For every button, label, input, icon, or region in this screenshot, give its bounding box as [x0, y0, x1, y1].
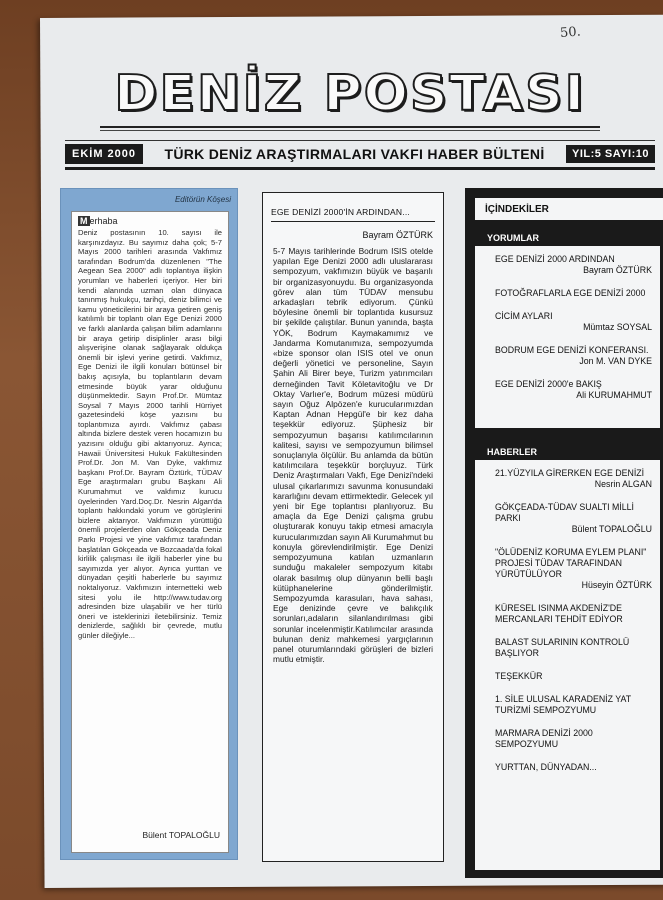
list-item[interactable] [495, 671, 652, 682]
editor-greeting [78, 216, 222, 226]
greeting-rest: erhaba [89, 216, 118, 226]
editor-body: Deniz postasının 10. sayısı ile karşınızdayız. Bu sayımız daha çok; 5-7 Mayıs 2000 tarihleri arasında Vakfımız tarafından Bodrum'da düzenlenen "The Aegean Sea 2000" adlı toplantıya ilişkin yorumları ve haberleri içeriyor. Her biri kendi alanında uzman olan dünyaca tanınmış hukukçu, tarihçi, deniz bilimci ve kamu yöneticilerini bir araya getiren geniş katılımlı bir toplantı olan Ege Denizi 2000 ve farklı alanlarda çalışan bilim adamlarını bir araya getirip disiplinler arası bilgi alışverişine olanak sağlayarak oldukça önemli bir işlevi yerine getirdi. Vakfımız, Ege Denizi ile ilgili konuları bütünsel bir bakış açısıyla, bu toplantıların devam etmesinde büyük yarar olduğunu düşünmektedir. Sayın Prof.Dr. Mümtaz Soysal 7 Mayıs 2000 tarihli Hürriyet gazetesindeki köşe yazısını bu toplantımıza ayırdı. Vakfımız çabası altında bizlere destek veren hocamızın bu yazısını olduğu gibi aktarıyoruz. Ayrıca; Hawaii Üniversitesi Hukuk Fakültesinden Prof.Dr. Jon M. Van Dyke, vakfımız başkanı Prof.Dr. Bayram Öztürk, TÜDAV Ege araştırmaları grubu Başkanı Ali Kurumahmut ve vakfımız kurucu üyelerinden Yard.Doç.Dr. Nesrin Algan'da toplantı hakkındaki yorum ve görüşlerini bizlere aktarıyor. Vakfımızın yürüttüğü önemli projelerden olan Gökçeada Deniz Parkı Projesi ve yine vakfımız tarafından başlatılan Gökçeada ve Bozcaada'da fokal kirlilik çalışması ile ilgili haberler yine bu sayımızda yer alıyor. Ayrıca yurttan ve dünyadan çeşitli haberlerle bu sayımız noktalıyoruz. Vakfımızın internetteki web sitesi yolu ile http://www.tudav.org adresinden bize ulaşabilir ve her türlü öneri ve isteklerinizi iletebilirsiniz. Temiz denizlerde, sağlıklı bir çevrede, mutlu günler dileğiyle... [78, 228, 222, 640]
list-item[interactable] [495, 502, 652, 535]
article-column [262, 192, 444, 862]
article-rule [271, 221, 435, 222]
list-item[interactable] [495, 603, 652, 625]
list-item[interactable] [495, 345, 652, 367]
contents-panel [465, 188, 663, 878]
masthead-rule [100, 126, 600, 128]
item-author: Mümtaz SOYSAL [583, 322, 652, 332]
editor-heading: Editörün Köşesi [174, 195, 231, 204]
item-title: 1. SİLE ULUSAL KARADENİZ YAT TURİZMİ SEMPOZYUMU [495, 694, 631, 715]
header-bar-bottom-rule [65, 167, 655, 170]
header-bar [65, 143, 655, 165]
issue-number: YIL:5 SAYI:10 [566, 145, 655, 163]
item-title: 21.YÜZYILA GİRERKEN EGE DENİZİ [495, 468, 645, 478]
masthead [100, 66, 600, 122]
item-title: GÖKÇEADA-TÜDAV SUALTI MİLLİ PARKI [495, 502, 634, 523]
list-item[interactable] [495, 547, 652, 591]
article-author: Bayram ÖZTÜRK [362, 230, 433, 240]
issue-date: EKİM 2000 [65, 144, 143, 164]
header-bar-top-rule [65, 140, 655, 141]
editor-column [60, 188, 238, 860]
drop-cap: M [80, 216, 88, 226]
section-label-haberler: HABERLER [487, 447, 538, 457]
bulletin-title: TÜRK DENİZ ARAŞTIRMALARI VAKFI HABER BÜLTENİ [164, 146, 545, 162]
item-title: CİCİM AYLARI [495, 311, 553, 321]
item-author: Hüseyin ÖZTÜRK [581, 580, 652, 590]
article-body: 5-7 Mayıs tarihlerinde Bodrum ISIS otelde yapılan Ege Denizi 2000 adlı uluslararası sempozyum, vakfımızın büyük ve başarılı bir organizasyonuydu. Bu organizasyonda görev alan tüm TÜDAV mensubu arkadaşları tebrik ediyorum. Çünkü böylesine önemli bir toplantıda kusursuz bir şekilde çalıştılar. Bunun yanında, başta YÖK, Bodrum Kaymakamımız ve Jandarma Komutanımıza, sempozyumda «bize sponsor olan ISIS otel ve onun değerli yönetici ve personeline, Sayın Şahin Ali Birer beye, Turizm yatırımcıları derneğinden Tavit Köletavitoğlu ve Dr Oktay Varlıer'e, Bodrum müzesi müdürü sayın Oğuz Alpözen'e kurucularımızdan Kaptan Adnan Hepgül'e bir kez daha teşekkür ediyoruz. Şüphesiz bir sempozyumun başarısı katılımcılarının kalitesi, sayısı ve sempozyumun bilimsel sonuçlarıyla ölçülür. Bu anlamda da bütün katılımcılara teşekkür borçluyuz. Türk Deniz Araştırmaları Vakfı, Ege Denizi'ndeki ulusal çıkarlarımızı savunma konusundaki kararlığını devam ettirmektedir. Gelecek yıl yeni bir Ege toplantısı planlıyoruz. Bu amaçla da Ege Denizi çalışma grubu oluşturarak konuyu takip etmesi amacıyla kurucularımızdan sayın Ali Kurumahmut bu konuyla görevlendirilmiştir. Ege Denizi sempozyumuna katılan uzmanların sunduğu makaleler sempozyum kitabı olarak basılmış olup dünyanın belli başlı kütüphanelerine gönderilmiştir. Sempozyumda karasuları, hava sahası, Ege denizinde çevre ve balıkçılık sorunları,adaların silanlandırılması gibi sorunlar incelenmiştir.Katılımcılar arasında bulunan deniz mahkemesi yargıçlarının panel oturumlarındaki görüşleri de bizleri mutlu etmiştir. [273, 246, 433, 665]
list-item[interactable] [495, 728, 652, 750]
item-author: Ali KURUMAHMUT [576, 390, 652, 400]
list-item[interactable] [495, 288, 652, 299]
item-title: BODRUM EGE DENİZİ KONFERANSI. [495, 345, 649, 355]
list-item[interactable] [495, 379, 652, 401]
masthead-rule-thin [100, 130, 600, 131]
item-title: YURTTAN, DÜNYADAN... [495, 762, 597, 772]
item-title: "ÖLÜDENİZ KORUMA EYLEM PLANI" PROJESİ TÜDAV TARAFINDAN YÜRÜTÜLÜYOR [495, 547, 647, 579]
item-title: EGE DENİZİ 2000'e BAKIŞ [495, 379, 602, 389]
list-item[interactable] [495, 311, 652, 333]
item-title: MARMARA DENİZİ 2000 SEMPOZYUMU [495, 728, 593, 749]
item-author: Bayram ÖZTÜRK [583, 265, 652, 275]
editor-box [71, 211, 229, 853]
yorumlar-list [475, 246, 660, 428]
handwritten-note: 50. [559, 24, 582, 41]
item-title: BALAST SULARININ KONTROLÜ BAŞLIYOR [495, 637, 630, 658]
section-label-yorumlar: YORUMLAR [487, 233, 539, 243]
masthead-title: DENİZ POSTASI [114, 65, 586, 123]
haberler-list [475, 460, 660, 870]
item-title: TEŞEKKÜR [495, 671, 543, 681]
item-title: EGE DENİZİ 2000 ARDINDAN [495, 254, 615, 264]
editor-signature: Bülent TOPALOĞLU [142, 830, 220, 840]
list-item[interactable] [495, 637, 652, 659]
item-author: Bülent TOPALOĞLU [571, 524, 652, 534]
list-item[interactable] [495, 254, 652, 276]
article-heading: EGE DENİZİ 2000'İN ARDINDAN... [271, 207, 410, 217]
item-title: KÜRESEL ISINMA AKDENİZ'DE MERCANLARI TEHDİT EDİYOR [495, 603, 623, 624]
list-item[interactable] [495, 468, 652, 490]
contents-title: İÇİNDEKİLER [475, 198, 663, 220]
list-item[interactable] [495, 694, 652, 716]
item-author: Nesrin ALGAN [594, 479, 652, 489]
item-title: FOTOĞRAFLARLA EGE DENİZİ 2000 [495, 288, 646, 298]
list-item[interactable] [495, 762, 652, 773]
item-author: Jon M. VAN DYKE [579, 356, 652, 366]
